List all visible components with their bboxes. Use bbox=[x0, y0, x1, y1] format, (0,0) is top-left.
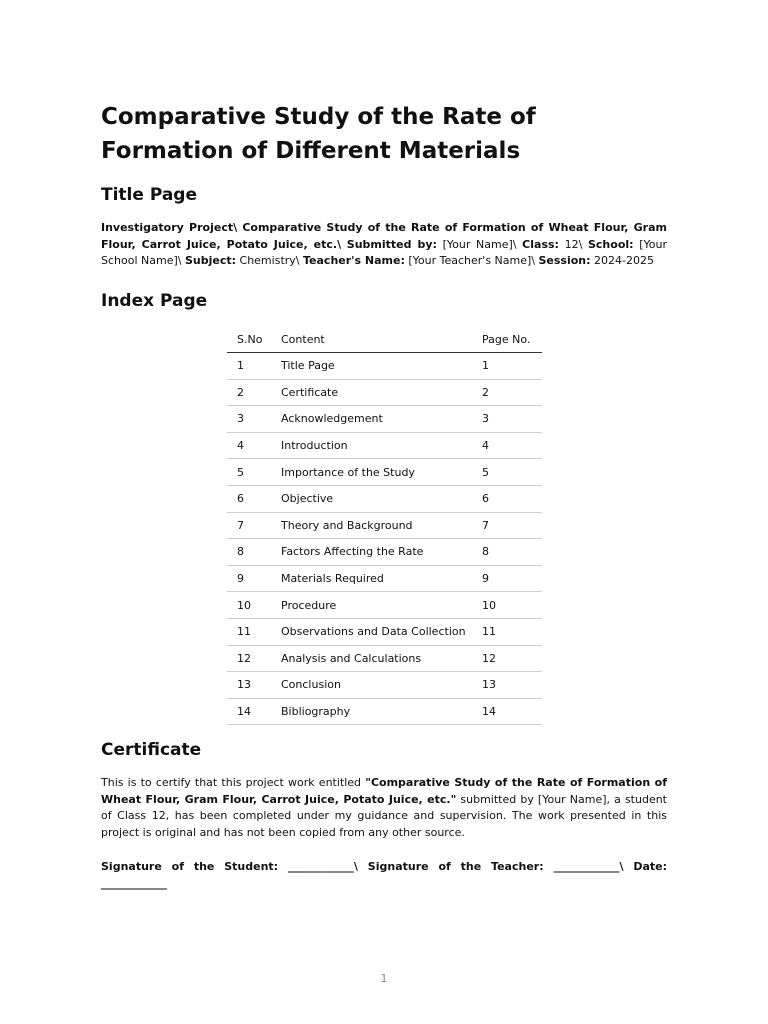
table-row bbox=[227, 672, 542, 699]
table-row bbox=[227, 406, 542, 433]
school-value: [Your School Name]\ bbox=[101, 237, 667, 267]
cell-page-no: 8 bbox=[472, 539, 542, 566]
cell-sno: 1 bbox=[227, 353, 271, 380]
cell-sno: 10 bbox=[227, 592, 271, 619]
table-row bbox=[227, 459, 542, 486]
cell-page-no: 6 bbox=[472, 485, 542, 512]
certificate-project-title: "Comparative Study of the Rate of Formation of Wheat Flour, Gram Flour, Carrot Juice, Potato Juice, etc." bbox=[101, 776, 667, 806]
column-header-page-no: Page No. bbox=[472, 326, 542, 353]
cell-sno: 7 bbox=[227, 512, 271, 539]
table-row bbox=[227, 698, 542, 725]
document-title: Comparative Study of the Rate of Formation of Different Materials bbox=[101, 104, 536, 164]
cell-page-no: 10 bbox=[472, 592, 542, 619]
cell-sno: 6 bbox=[227, 485, 271, 512]
index-table-header-row bbox=[227, 326, 542, 353]
cell-content: Certificate bbox=[271, 379, 472, 406]
cell-content: Materials Required bbox=[271, 565, 472, 592]
cell-content: Introduction bbox=[271, 432, 472, 459]
title-page-heading: Title Page bbox=[101, 185, 197, 205]
table-row bbox=[227, 618, 542, 645]
cell-content: Analysis and Calculations bbox=[271, 645, 472, 672]
class-value: 12\ bbox=[564, 237, 583, 251]
table-row bbox=[227, 485, 542, 512]
teacher-value: [Your Teacher's Name]\ bbox=[408, 254, 535, 267]
submitted-label: Submitted by: bbox=[346, 237, 437, 251]
certificate-text-body: submitted by [Your Name], a student of Class 12, has been completed under my guidance and supervision. The work presented in this project is original and has not been copied from any other source. bbox=[101, 792, 667, 839]
table-row bbox=[227, 565, 542, 592]
cell-page-no: 4 bbox=[472, 432, 542, 459]
session-value: 2024-2025 bbox=[594, 254, 655, 267]
class-label: Class: bbox=[522, 237, 559, 251]
cell-sno: 9 bbox=[227, 565, 271, 592]
column-header-sno: S.No bbox=[227, 326, 271, 353]
cell-content: Theory and Background bbox=[271, 512, 472, 539]
cell-page-no: 1 bbox=[472, 353, 542, 380]
title-page-details bbox=[101, 220, 667, 270]
table-row bbox=[227, 353, 542, 380]
signature-line: Signature of the Student: ____________\ Signature of the Teacher: ____________\ Date: ____________ bbox=[101, 860, 667, 890]
cell-sno: 3 bbox=[227, 406, 271, 433]
page-number: 1 bbox=[380, 972, 388, 985]
cell-content: Bibliography bbox=[271, 698, 472, 725]
cell-sno: 5 bbox=[227, 459, 271, 486]
cell-page-no: 12 bbox=[472, 645, 542, 672]
cell-sno: 4 bbox=[227, 432, 271, 459]
cell-sno: 2 bbox=[227, 379, 271, 406]
certificate-text-intro: This is to certify that this project work entitled bbox=[101, 776, 366, 789]
teacher-label: Teacher's Name: bbox=[303, 254, 405, 267]
cell-content: Conclusion bbox=[271, 672, 472, 699]
table-row bbox=[227, 432, 542, 459]
subject-value: Chemistry\ bbox=[239, 254, 300, 267]
certificate-heading: Certificate bbox=[101, 740, 202, 760]
cell-page-no: 13 bbox=[472, 672, 542, 699]
cell-sno: 13 bbox=[227, 672, 271, 699]
subject-label: Subject: bbox=[184, 254, 237, 267]
cell-content: Factors Affecting the Rate bbox=[271, 539, 472, 566]
project-lead: Investigatory Project\ Comparative Study of the Rate of Formation of Wheat Flour, Gram Flour, Carrot Juice, Potato Juice, etc.\ bbox=[101, 221, 667, 251]
column-header-content: Content bbox=[271, 326, 472, 353]
cell-page-no: 11 bbox=[472, 618, 542, 645]
table-row bbox=[227, 379, 542, 406]
cell-content: Procedure bbox=[271, 592, 472, 619]
table-row bbox=[227, 539, 542, 566]
cell-page-no: 7 bbox=[472, 512, 542, 539]
cell-content: Title Page bbox=[271, 353, 472, 380]
cell-sno: 14 bbox=[227, 698, 271, 725]
cell-sno: 11 bbox=[227, 618, 271, 645]
cell-page-no: 3 bbox=[472, 406, 542, 433]
cell-sno: 8 bbox=[227, 539, 271, 566]
cell-sno: 12 bbox=[227, 645, 271, 672]
submitted-value: [Your Name]\ bbox=[442, 237, 517, 251]
table-row bbox=[227, 512, 542, 539]
cell-page-no: 9 bbox=[472, 565, 542, 592]
cell-content: Objective bbox=[271, 485, 472, 512]
certificate-text bbox=[101, 775, 667, 841]
cell-page-no: 5 bbox=[472, 459, 542, 486]
table-row bbox=[227, 645, 542, 672]
cell-content: Importance of the Study bbox=[271, 459, 472, 486]
cell-page-no: 14 bbox=[472, 698, 542, 725]
school-label: School: bbox=[587, 237, 634, 251]
cell-page-no: 2 bbox=[472, 379, 542, 406]
cell-content: Observations and Data Collection bbox=[271, 618, 472, 645]
table-row bbox=[227, 592, 542, 619]
session-label: Session: bbox=[538, 254, 591, 267]
index-page-heading: Index Page bbox=[101, 291, 208, 311]
index-table bbox=[227, 326, 542, 725]
cell-content: Acknowledgement bbox=[271, 406, 472, 433]
